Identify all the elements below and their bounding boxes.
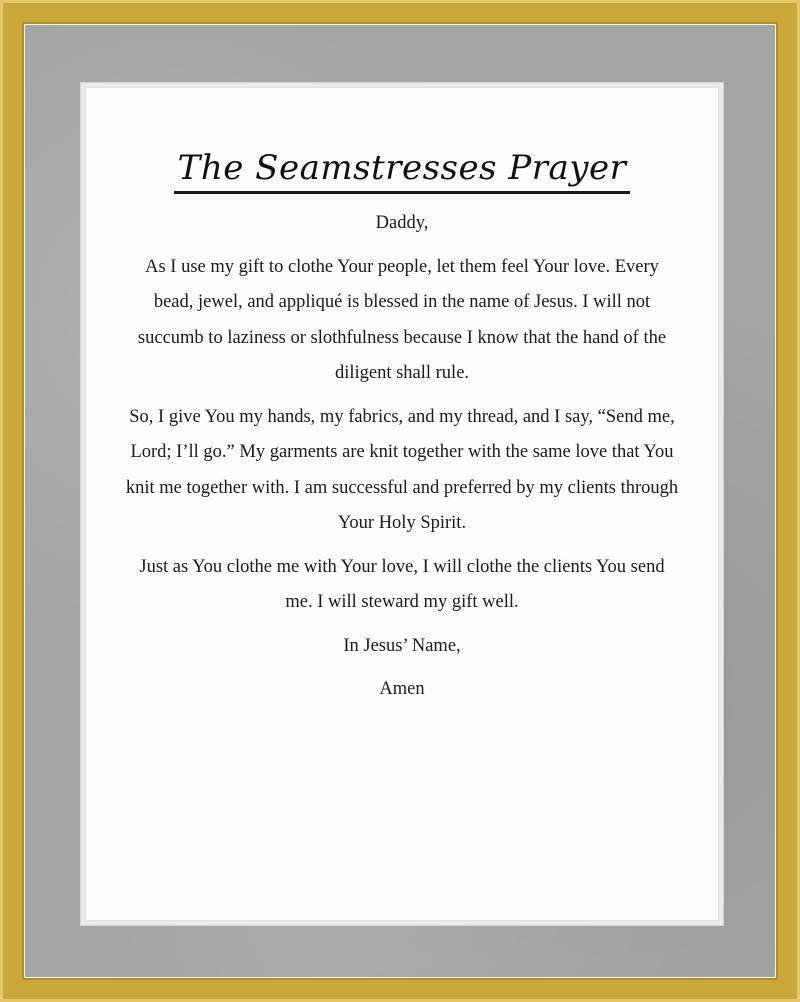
amen-line: Amen — [379, 679, 425, 699]
gray-mat — [25, 25, 775, 977]
paragraph-1: As I use my gift to clothe Your people, let them feel Your love. Every bead, jewel, and appliqué is blessed in the name of Jesus. I will not succumb to laziness or slothfulness because I know that the hand of the diligent shall rule. — [137, 256, 667, 383]
prayer-content — [125, 147, 679, 716]
closing-line: In Jesus’ Name, — [343, 635, 461, 656]
salutation: Daddy, — [375, 213, 429, 233]
prayer-title: The Seamstresses Prayer — [174, 147, 631, 194]
prayer-paper — [85, 87, 719, 921]
paper-border — [81, 83, 723, 925]
paragraph-3: Just as You clothe me with Your love, I will clothe the clients You send me. I will steward my gift well. — [139, 556, 665, 612]
paragraph-2: So, I give You my hands, my fabrics, and my thread, and I say, “Send me, Lord; I’ll go.” My garments are knit together with the same love that You knit me together with. I am successful and preferred by my clients through Your Holy Spirit. — [125, 406, 679, 533]
